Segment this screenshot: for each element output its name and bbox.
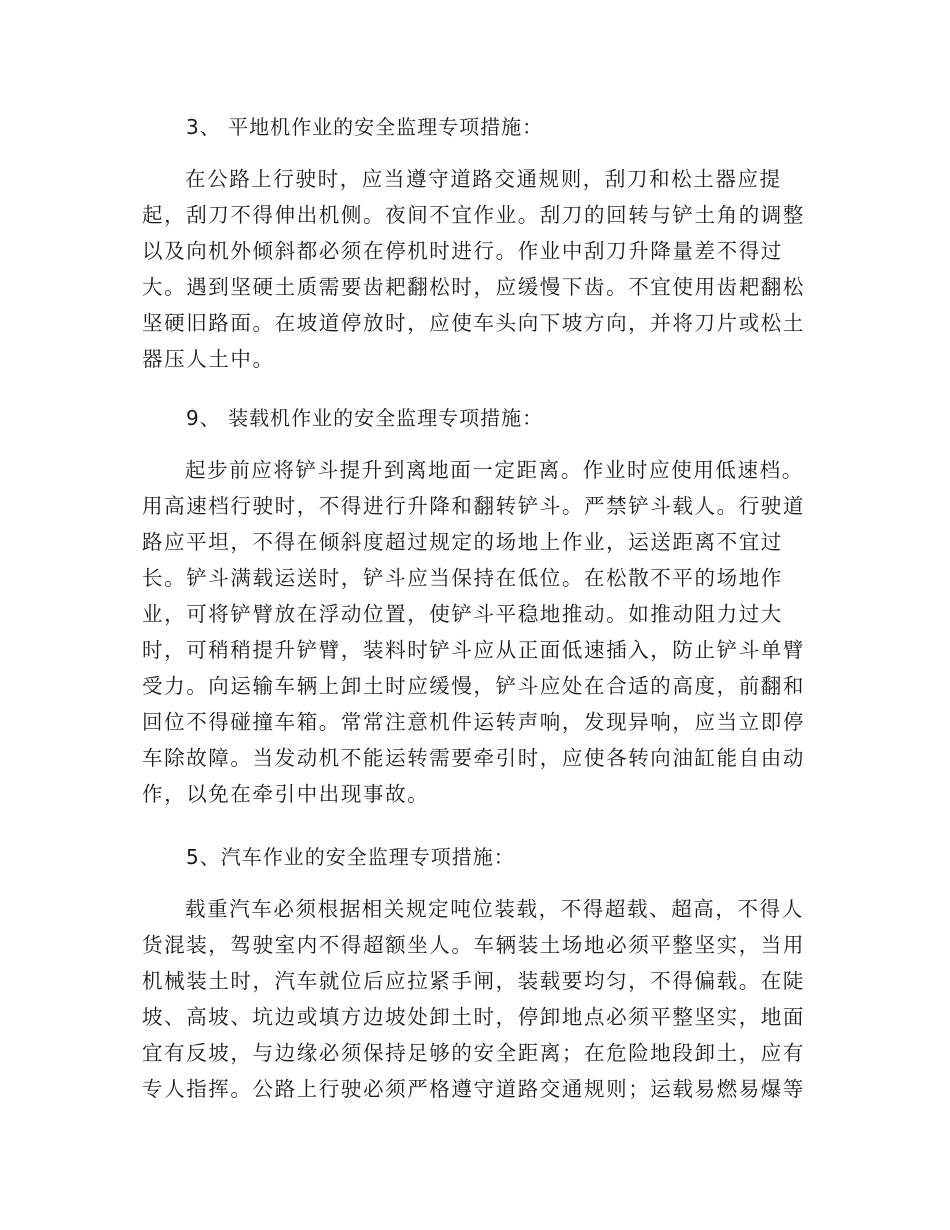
paragraph-line: 受力。向运输车辆上卸土时应缓慢，铲斗应处在合适的高度，前翻和 (142, 674, 805, 698)
paragraph-line: 作，以免在牵引中出现事故。 (142, 782, 430, 806)
paragraph-line: 宜有反坡，与边缘必须保持足够的安全距离；在危险地段卸土，应有 (142, 1041, 805, 1065)
paragraph-line: 业，可将铲臂放在浮动位置，使铲斗平稳地推动。如推动阻力过大 (142, 602, 783, 626)
paragraph-line: 路应平坦，不得在倾斜度超过规定的场地上作业，运送距离不宜过 (142, 530, 783, 554)
paragraph-line: 大。遇到坚硬土质需要齿耙翻松时，应缓慢下齿。不宜使用齿耙翻松 (142, 275, 805, 299)
paragraph-line: 机械装土时，汽车就位后应拉紧手闸，装载要均匀，不得偏载。在陡 (142, 969, 805, 993)
paragraph-line: 专人指挥。公路上行驶必须严格遵守道路交通规则；运载易燃易爆等 (142, 1077, 805, 1101)
section-heading-truck: 5、汽车作业的安全监理专项措施： (186, 845, 515, 869)
paragraph-line: 车除故障。当发动机不能运转需要牵引时，应使各转向油缸能自由动 (142, 746, 805, 770)
section-heading-grader: 3、 平地机作业的安全监理专项措施： (186, 115, 544, 139)
section-body-truck (142, 891, 805, 1107)
paragraph-line: 坡、高坡、坑边或填方边坡处卸土时，停卸地点必须平整坚实，地面 (142, 1005, 805, 1029)
section-body-loader (142, 452, 805, 812)
paragraph-line: 长。铲斗满载运送时，铲斗应当保持在低位。在松散不平的场地作 (142, 566, 783, 590)
paragraph-line: 货混装，驾驶室内不得超额坐人。车辆装土场地必须平整坚实，当用 (142, 933, 805, 957)
paragraph-line: 载重汽车必须根据相关规定吨位装载，不得超载、超高，不得人 (185, 897, 804, 921)
paragraph-line: 坚硬旧路面。在坡道停放时，应使车头向下坡方向，并将刀片或松土 (142, 311, 805, 335)
paragraph-line: 在公路上行驶时，应当遵守道路交通规则，刮刀和松土器应提 (185, 167, 782, 191)
paragraph-line: 以及向机外倾斜都必须在停机时进行。作业中刮刀升降量差不得过 (142, 239, 783, 263)
paragraph-line: 用高速档行驶时，不得进行升降和翻转铲斗。严禁铲斗载人。行驶道 (142, 494, 805, 518)
paragraph-line: 回位不得碰撞车箱。常常注意机件运转声响，发现异响，应当立即停 (142, 710, 805, 734)
paragraph-line: 起步前应将铲斗提升到离地面一定距离。作业时应使用低速档。 (185, 458, 804, 482)
paragraph-line: 时，可稍稍提升铲臂，装料时铲斗应从正面低速插入，防止铲斗单臂 (142, 638, 805, 662)
paragraph-line: 起，刮刀不得伸出机侧。夜间不宜作业。刮刀的回转与铲土角的调整 (142, 203, 805, 227)
section-body-grader (142, 161, 805, 377)
paragraph-line: 器压人土中。 (142, 347, 275, 371)
section-heading-loader: 9、 装载机作业的安全监理专项措施： (186, 406, 544, 430)
